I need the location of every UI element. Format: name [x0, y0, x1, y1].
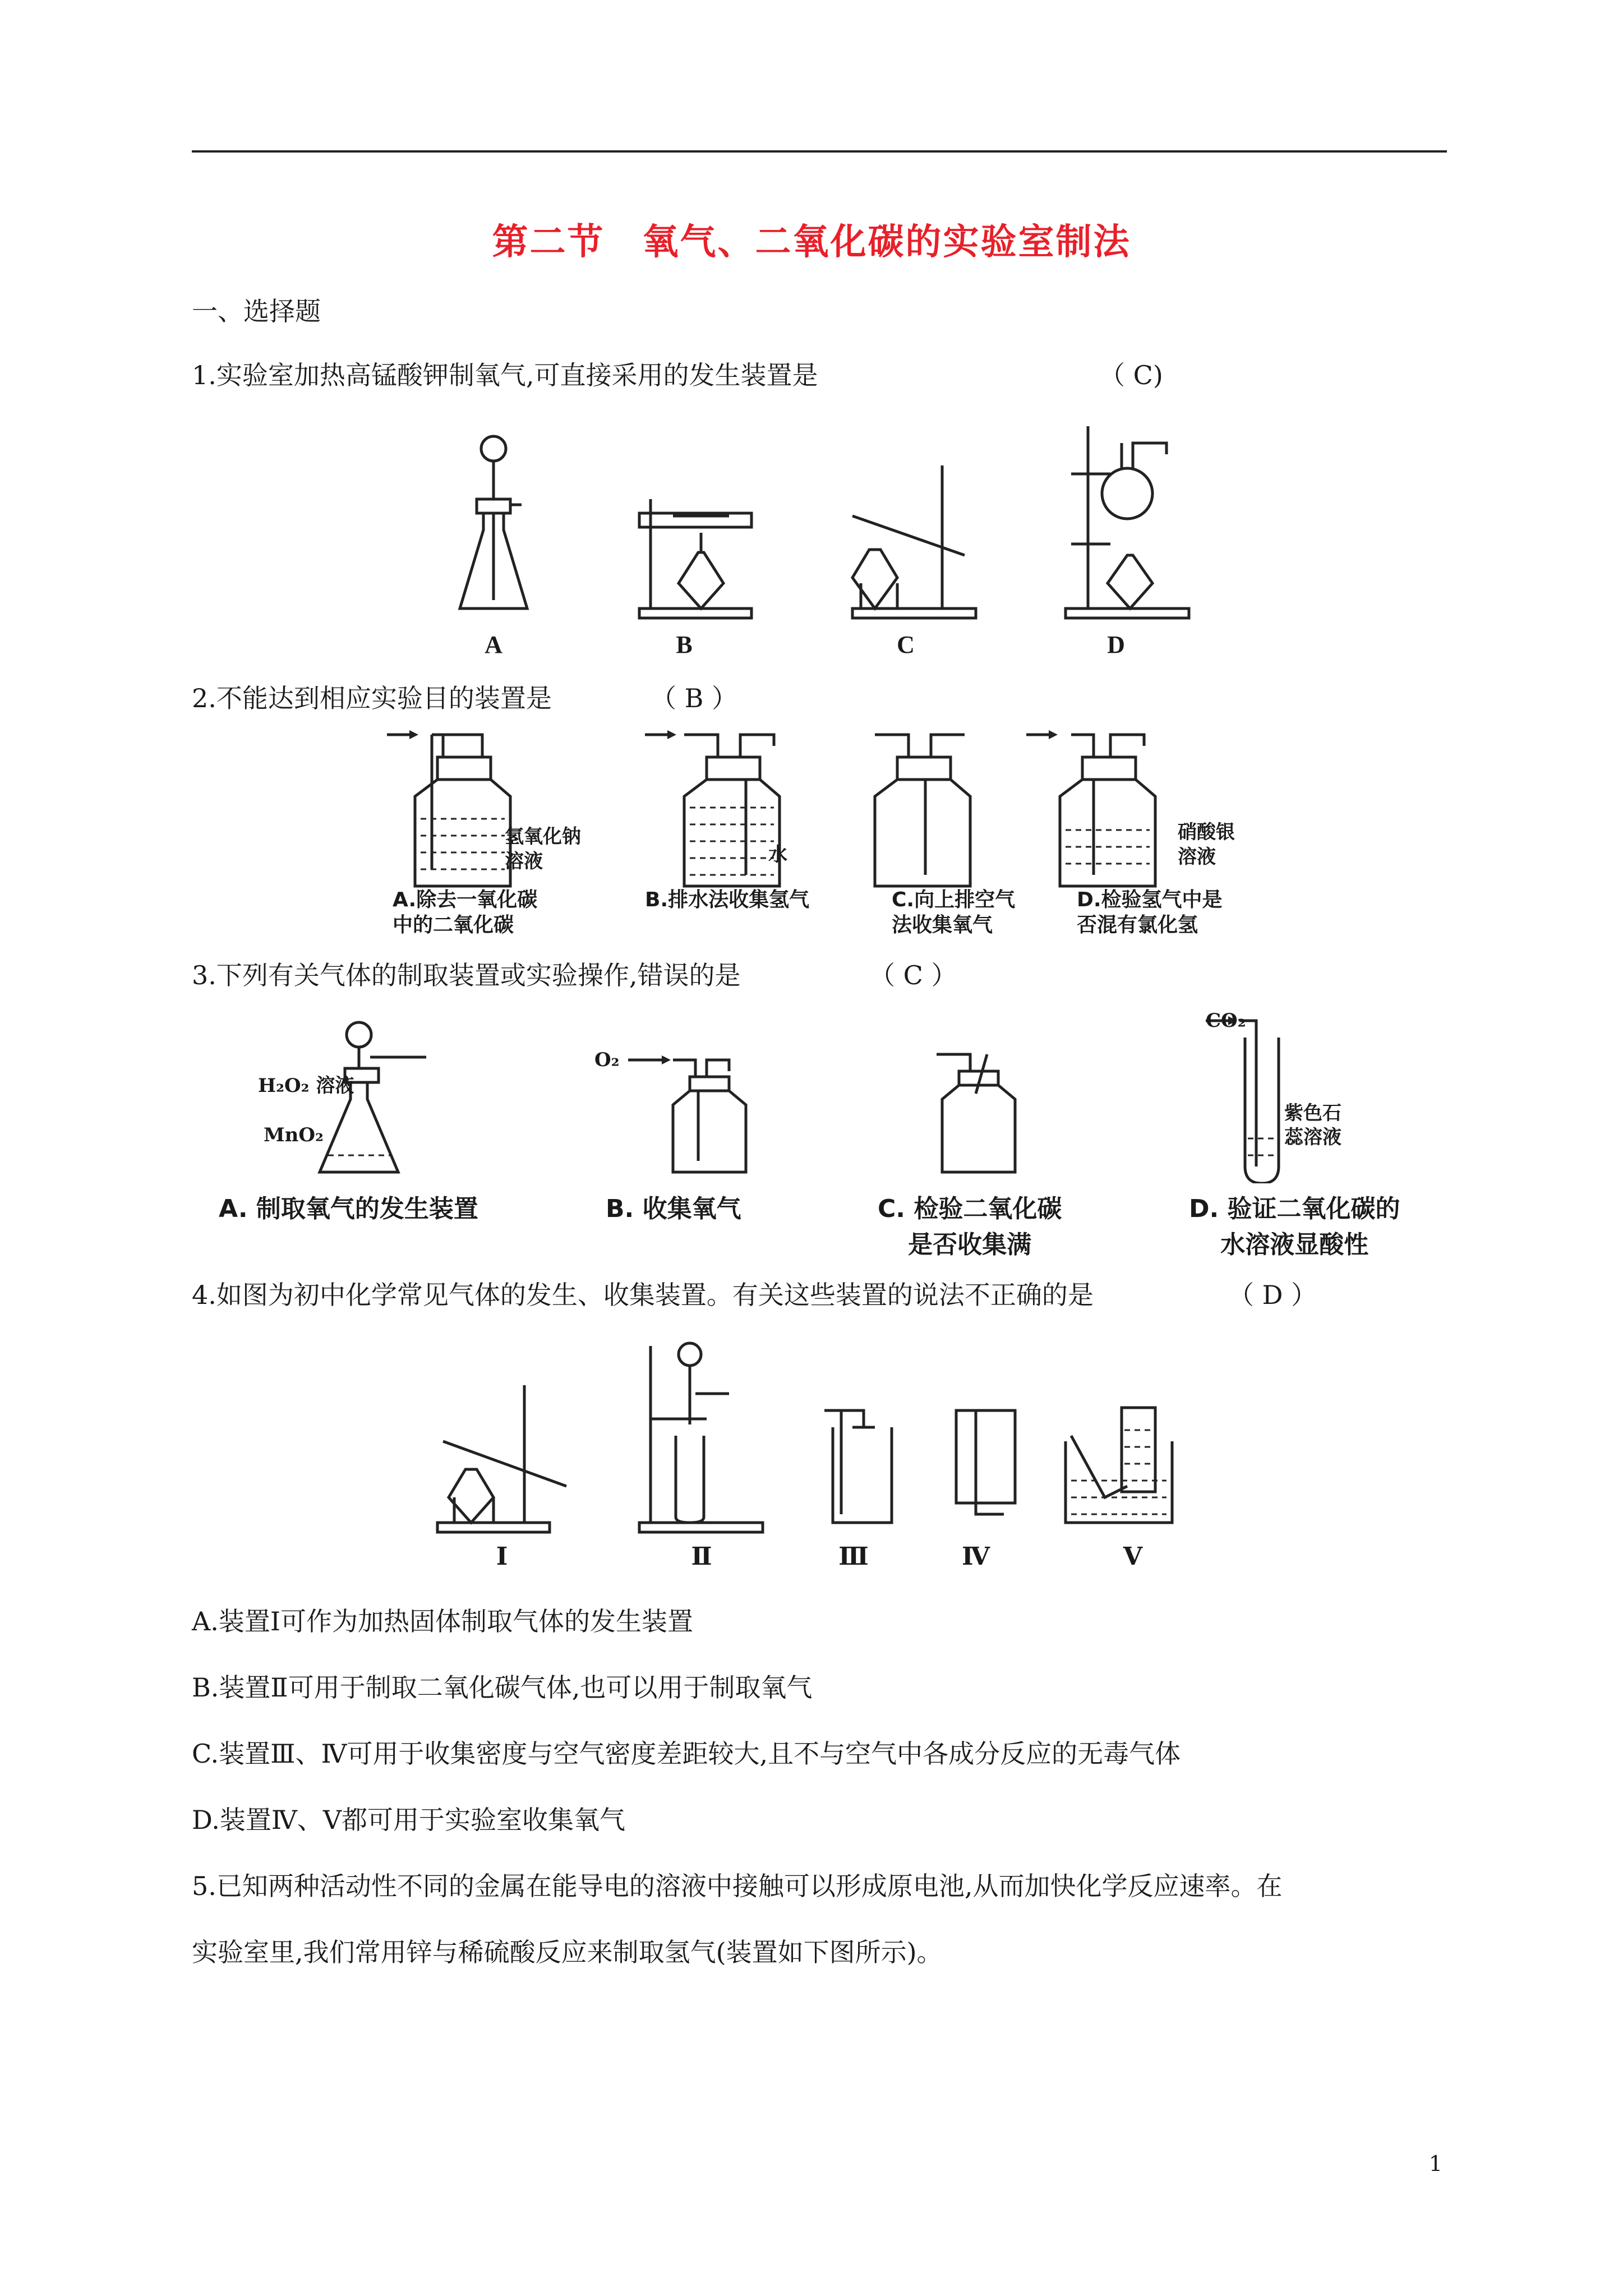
q3-label-o2: O₂ [594, 1049, 620, 1071]
question-5-line-2: 实验室里,我们常用锌与稀硫酸反应来制取氢气(装置如下图所示)。 [192, 1937, 943, 1967]
q4-device-v-icon [1066, 1408, 1172, 1523]
q3-label-h2o2: H₂O₂ 溶液 [258, 1075, 354, 1097]
q4-device-iv-icon [956, 1410, 1015, 1514]
q2-reagent-a: 氢氧化钠 溶液 [505, 826, 581, 873]
q4-option-b: B.装置Ⅱ可用于制取二氧化碳气体,也可以用于制取氧气 [192, 1672, 813, 1703]
q2-reagent-b: 水 [768, 843, 787, 866]
q3-caption-c: C. 检验二氧化碳 是否收集满 [878, 1195, 1062, 1259]
page-number: 1 [1428, 2151, 1442, 2176]
question-4-text: 4.如图为初中化学常见气体的发生、收集装置。有关这些装置的说法不正确的是 [192, 1280, 1094, 1310]
q3-label-co2: CO₂ [1206, 1009, 1246, 1032]
q3-apparatus-figure [247, 1004, 1447, 1183]
q2-caption-a: A.除去一氧化碳 中的二氧化碳 [393, 888, 538, 937]
question-2-answer: （ B ） [651, 683, 738, 713]
q4-option-d: D.装置Ⅳ、Ⅴ都可用于实验室收集氧气 [192, 1805, 626, 1835]
q1-round-flask-icon [1066, 426, 1189, 618]
q2-caption-b: B.排水法收集氢气 [645, 888, 810, 911]
question-1-text: 1.实验室加热高锰酸钾制氧气,可直接采用的发生装置是 [192, 360, 818, 390]
q4-label-iv: Ⅳ [962, 1543, 990, 1570]
section-heading: 一、选择题 [192, 296, 321, 326]
q4-label-i: Ⅰ [496, 1543, 508, 1570]
q3-caption-d: D. 验证二氧化碳的 水溶液显酸性 [1189, 1195, 1400, 1259]
q3-collect-bottle-icon [628, 1055, 746, 1172]
q4-device-i-icon [437, 1385, 566, 1532]
q4-device-ii-icon [639, 1343, 763, 1532]
q3-test-tube-icon [1206, 1016, 1279, 1183]
header-rule [192, 150, 1447, 153]
q1-label-d: D [1107, 631, 1125, 658]
page-title: 第二节 氧气、二氧化碳的实验室制法 [492, 221, 1131, 263]
q4-label-iii: Ⅲ [838, 1543, 869, 1570]
q3-caption-b: B. 收集氧气 [606, 1195, 741, 1223]
q1-label-b: B [676, 631, 693, 658]
q4-option-c: C.装置Ⅲ、Ⅳ可用于收集密度与空气密度差距较大,且不与空气中各成分反应的无毒气体 [192, 1739, 1181, 1769]
q2-caption-c: C.向上排空气 法收集氧气 [892, 888, 1016, 937]
question-1-answer: （ C) [1099, 360, 1163, 390]
q4-apparatus-figure [426, 1329, 1267, 1542]
q4-device-iii-icon [824, 1410, 892, 1523]
q1-apparatus-figure [437, 415, 1211, 628]
question-5-line-1: 5.已知两种活动性不同的金属在能导电的溶液中接触可以形成原电池,从而加快化学反应速率。在 [192, 1871, 1283, 1901]
question-4-answer: （ D ） [1228, 1280, 1317, 1310]
q2-caption-d: D.检验氢气中是 否混有氯化氢 [1077, 888, 1223, 937]
q4-option-a: A.装置Ⅰ可作为加热固体制取气体的发生装置 [192, 1606, 694, 1636]
q3-test-bottle-icon [937, 1054, 1015, 1172]
q2-bottle-b-icon [645, 730, 780, 886]
q1-label-c: C [897, 631, 915, 658]
question-3-answer: （ C ） [869, 960, 957, 990]
q3-label-mno2: MnO₂ [264, 1124, 324, 1146]
q4-label-ii: Ⅱ [691, 1543, 712, 1570]
q3-label-litmus: 紫色石 蕊溶液 [1284, 1102, 1341, 1149]
q2-bottle-d-icon [1026, 730, 1155, 886]
q2-bottle-a-icon [387, 730, 510, 886]
q4-label-v: Ⅴ [1123, 1543, 1143, 1570]
q1-horizontal-tube-icon [639, 499, 751, 618]
q1-label-a: A [485, 631, 502, 658]
q1-test-tube-icon [852, 465, 976, 618]
question-3-text: 3.下列有关气体的制取装置或实验操作,错误的是 [192, 960, 741, 990]
q1-flask-funnel-icon [460, 436, 527, 608]
q3-caption-a: A. 制取氧气的发生装置 [219, 1195, 478, 1223]
question-2-text: 2.不能达到相应实验目的装置是 [192, 683, 552, 713]
q2-reagent-d: 硝酸银 溶液 [1178, 821, 1235, 869]
q2-bottle-c-icon [875, 735, 970, 886]
